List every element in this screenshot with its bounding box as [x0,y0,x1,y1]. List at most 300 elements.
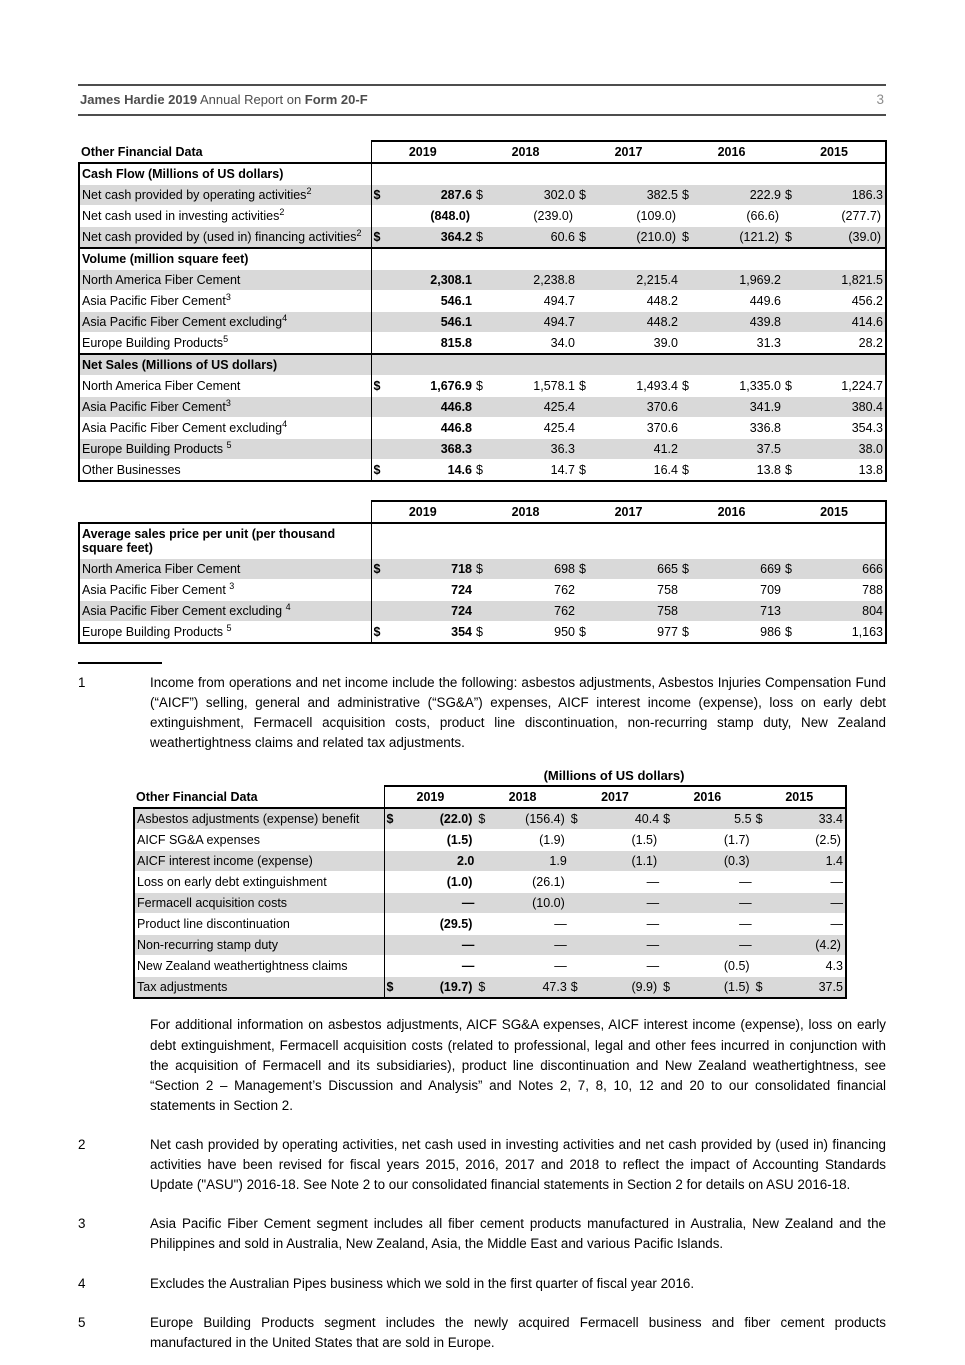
row-label [79,523,371,559]
value-cell: (1.7) [681,830,753,851]
value-cell: 41.2 [599,439,680,460]
currency-symbol-cell: $ [569,808,589,830]
currency-symbol-cell [577,163,599,185]
currency-symbol-cell [569,893,589,914]
currency-symbol-cell: $ [569,977,589,999]
currency-symbol-cell [371,163,393,185]
year-column-header: 2017 [569,786,661,808]
section-header-row [79,354,886,376]
year-column-header: 2016 [680,141,783,163]
value-cell: 758 [599,580,680,601]
footnote-1 [78,673,886,753]
currency-symbol-cell: $ [384,808,404,830]
currency-symbol-cell: $ [476,808,496,830]
value-cell: (1.5) [589,830,661,851]
value-cell: 2.0 [404,851,476,872]
row-label [134,893,384,914]
currency-symbol-cell [384,851,404,872]
value-cell: (848.0) [393,206,474,227]
table-row [134,872,846,893]
table-row [79,418,886,439]
value-cell: 666 [805,559,886,580]
currency-symbol-cell [577,601,599,622]
report-form-name: Form 20-F [304,92,368,107]
value-cell [599,354,680,376]
currency-symbol-cell [474,418,496,439]
year-column-header: 2018 [476,786,568,808]
value-cell: (109.0) [599,206,680,227]
other-financial-data-table [78,140,887,482]
value-cell: (156.4) [496,808,568,830]
table-row [79,227,886,249]
row-label-text: Cash Flow (Millions of US dollars) [82,167,284,181]
value-cell: 709 [702,580,783,601]
value-cell: 788 [805,580,886,601]
row-label [79,333,371,355]
currency-symbol-cell: $ [577,227,599,249]
row-label [79,418,371,439]
value-cell: — [589,872,661,893]
table-row [134,893,846,914]
currency-symbol-cell [783,439,805,460]
currency-symbol-cell [680,270,702,291]
row-label-text: Asbestos adjustments (expense) benefit [137,812,360,827]
currency-symbol-cell [577,354,599,376]
row-label-text: AICF SG&A expenses [137,833,260,848]
row-label-text: North America Fiber Cement [82,273,241,287]
currency-symbol-cell [371,291,393,312]
value-cell: (1.0) [404,872,476,893]
currency-symbol-cell [783,333,805,355]
value-cell: (22.0) [404,808,476,830]
currency-symbol-cell [577,523,599,559]
value-cell [702,163,783,185]
footnote-number: 2 [78,1136,86,1152]
currency-symbol-cell [476,830,496,851]
currency-symbol-cell [569,851,589,872]
value-cell: (239.0) [496,206,577,227]
value-cell: 36.3 [496,439,577,460]
value-cell: 13.8 [805,460,886,482]
value-cell [702,354,783,376]
row-label-text: Non-recurring stamp duty [137,938,279,953]
currency-symbol-cell: $ [371,185,393,206]
year-column-header: 2015 [754,786,846,808]
currency-symbol-cell: $ [474,460,496,482]
table-row [134,914,846,935]
value-cell: 370.6 [599,397,680,418]
row-label [79,580,371,601]
currency-symbol-cell [783,312,805,333]
value-cell: (1.1) [589,851,661,872]
currency-symbol-cell [661,935,681,956]
footnote-ref: 5 [223,333,229,344]
value-cell [805,354,886,376]
row-label-text: New Zealand weathertightness claims [137,959,348,974]
row-label-text: Net cash provided by (used in) financing activities [82,230,357,244]
millions-caption: (Millions of US dollars) [543,768,685,784]
row-label [79,376,371,397]
footnote-ref: 5 [226,622,232,633]
value-cell: 815.8 [393,333,474,355]
value-cell: (277.7) [805,206,886,227]
value-cell: — [774,914,846,935]
table-title: Other Financial Data [134,786,384,808]
value-cell: — [774,893,846,914]
value-cell: (121.2) [702,227,783,249]
currency-symbol-cell [371,418,393,439]
value-cell: 39.0 [599,333,680,355]
value-cell: 287.6 [393,185,474,206]
table-row [79,622,886,644]
currency-symbol-cell [371,580,393,601]
value-cell: (1.5) [681,977,753,999]
value-cell: — [589,893,661,914]
currency-symbol-cell [474,206,496,227]
row-label-text: AICF interest income (expense) [137,854,313,869]
value-cell [805,523,886,559]
value-cell: (4.2) [774,935,846,956]
row-label-text: North America Fiber Cement [82,562,241,576]
row-label-text: Asia Pacific Fiber Cement [82,583,230,597]
report-brand: James Hardie 2019 [80,92,198,107]
value-cell [702,248,783,270]
currency-symbol-cell [783,291,805,312]
currency-symbol-cell [371,397,393,418]
currency-symbol-cell [474,163,496,185]
currency-symbol-cell [371,523,393,559]
value-cell: 2,238.8 [496,270,577,291]
value-cell: 186.3 [805,185,886,206]
row-label [79,248,371,270]
currency-symbol-cell [783,580,805,601]
currency-symbol-cell: $ [680,460,702,482]
currency-symbol-cell [661,914,681,935]
currency-symbol-cell [783,601,805,622]
value-cell: 1.9 [496,851,568,872]
row-label-text: Asia Pacific Fiber Cement excluding [82,315,283,329]
value-cell: (9.9) [589,977,661,999]
currency-symbol-cell [474,291,496,312]
value-cell: 40.4 [589,808,661,830]
value-cell [393,523,474,559]
value-cell: 38.0 [805,439,886,460]
footnote-ref: 2 [356,227,362,238]
currency-symbol-cell [783,248,805,270]
currency-symbol-cell [577,333,599,355]
value-cell: 2,308.1 [393,270,474,291]
currency-symbol-cell: $ [371,376,393,397]
footnote-number: 5 [78,1314,86,1330]
row-label [79,439,371,460]
year-column-header: 2019 [371,141,474,163]
value-cell: — [496,935,568,956]
value-cell: — [589,935,661,956]
table-row [79,291,886,312]
value-cell: — [404,893,476,914]
year-column-header: 2015 [783,501,886,523]
footnote-number: 4 [78,1275,86,1291]
value-cell: 425.4 [496,418,577,439]
row-label [134,851,384,872]
currency-symbol-cell [371,439,393,460]
table-row [79,206,886,227]
table-row [79,376,886,397]
table-row [134,935,846,956]
currency-symbol-cell [577,206,599,227]
currency-symbol-cell [569,914,589,935]
year-header-row [79,501,886,523]
row-label [79,206,371,227]
currency-symbol-cell [474,439,496,460]
currency-symbol-cell [371,333,393,355]
value-cell: 354 [393,622,474,644]
value-cell: 546.1 [393,291,474,312]
year-column-header: 2017 [577,501,680,523]
currency-symbol-cell [680,163,702,185]
currency-symbol-cell [783,163,805,185]
value-cell [496,354,577,376]
value-cell: 336.8 [702,418,783,439]
currency-symbol-cell [783,418,805,439]
table-row [134,956,846,977]
row-label [134,956,384,977]
year-column-header: 2019 [371,501,474,523]
currency-symbol-cell [783,270,805,291]
value-cell: (10.0) [496,893,568,914]
report-subtitle: Annual Report on [197,92,305,107]
table-row [79,185,886,206]
currency-symbol-cell: $ [474,185,496,206]
currency-symbol-cell: $ [680,227,702,249]
row-label [79,622,371,644]
currency-symbol-cell [476,914,496,935]
row-label-text: Average sales price per unit (per thousand square feet) [82,527,336,555]
value-cell: — [589,956,661,977]
value-cell: 1,163 [805,622,886,644]
currency-symbol-cell: $ [754,977,774,999]
value-cell: 718 [393,559,474,580]
value-cell: 448.2 [599,312,680,333]
currency-symbol-cell: $ [476,977,496,999]
row-label [79,460,371,482]
value-cell: 414.6 [805,312,886,333]
currency-symbol-cell [474,601,496,622]
table-row [79,460,886,482]
value-cell: 546.1 [393,312,474,333]
year-column-header: 2016 [680,501,783,523]
currency-symbol-cell [476,935,496,956]
currency-symbol-cell [371,312,393,333]
value-cell: 950 [496,622,577,644]
row-label-text: Net cash used in investing activities [82,209,280,223]
footnote-ref: 4 [282,312,288,323]
currency-symbol-cell [577,312,599,333]
footnote-ref: 3 [225,291,231,302]
table-title [79,501,371,523]
currency-symbol-cell [384,956,404,977]
row-label [79,270,371,291]
currency-symbol-cell [680,291,702,312]
footnote-text: Europe Building Products segment includes the newly acquired Fermacell business and fiber cement products manufactured in the United States that are sold in Europe. [150,1314,886,1350]
value-cell: (39.0) [805,227,886,249]
footnote-text: Asia Pacific Fiber Cement segment includes all fiber cement products manufactured in Australia, New Zealand and the Philippines and sold in Australia, New Zealand, Asia, the Middle East and various Pacific Islands. [150,1216,886,1252]
currency-symbol-cell [474,270,496,291]
currency-symbol-cell: $ [783,460,805,482]
section-header-row [79,523,886,559]
row-label [134,977,384,999]
currency-symbol-cell: $ [661,977,681,999]
value-cell: 37.5 [774,977,846,999]
value-cell: 33.4 [774,808,846,830]
value-cell [805,248,886,270]
row-label-text: Product line discontinuation [137,917,290,932]
value-cell: 380.4 [805,397,886,418]
year-column-header: 2017 [577,141,680,163]
value-cell [805,163,886,185]
value-cell: 28.2 [805,333,886,355]
currency-symbol-cell [577,580,599,601]
value-cell: 302.0 [496,185,577,206]
value-cell: — [496,956,568,977]
value-cell: 449.6 [702,291,783,312]
table-row [79,397,886,418]
currency-symbol-cell [569,830,589,851]
row-label-text: Europe Building Products [82,442,227,456]
row-label-text: Fermacell acquisition costs [137,896,288,911]
footnote-ref: 4 [285,601,291,612]
currency-symbol-cell [476,893,496,914]
value-cell: (0.3) [681,851,753,872]
currency-symbol-cell: $ [474,376,496,397]
value-cell: 14.7 [496,460,577,482]
footnote-4 [78,1274,886,1294]
row-label [79,312,371,333]
table-row [79,580,886,601]
value-cell: 446.8 [393,418,474,439]
document-title [80,92,368,107]
row-label-text: Europe Building Products [82,336,224,350]
currency-symbol-cell: $ [577,185,599,206]
currency-symbol-cell [680,601,702,622]
footnote-ref: 2 [306,185,312,196]
currency-symbol-cell [783,354,805,376]
value-cell: — [589,914,661,935]
row-label-text: Asia Pacific Fiber Cement excluding [82,604,286,618]
value-cell: 2,215.4 [599,270,680,291]
value-cell: 977 [599,622,680,644]
currency-symbol-cell: $ [783,622,805,644]
row-label [134,830,384,851]
table-row [79,601,886,622]
currency-symbol-cell [680,439,702,460]
value-cell: — [681,893,753,914]
currency-symbol-cell [783,397,805,418]
value-cell: 1,578.1 [496,376,577,397]
value-cell: — [681,872,753,893]
currency-symbol-cell [680,312,702,333]
value-cell [496,248,577,270]
value-cell: (26.1) [496,872,568,893]
value-cell: 382.5 [599,185,680,206]
currency-symbol-cell [661,893,681,914]
currency-symbol-cell [384,935,404,956]
currency-symbol-cell [754,935,774,956]
currency-symbol-cell [754,956,774,977]
row-label [79,163,371,185]
document-page [78,0,886,1353]
value-cell: 448.2 [599,291,680,312]
table-row [79,439,886,460]
currency-symbol-cell [474,333,496,355]
currency-symbol-cell [783,523,805,559]
value-cell: 762 [496,601,577,622]
currency-symbol-cell: $ [577,622,599,644]
table-row [79,333,886,355]
value-cell [496,163,577,185]
row-label-text: Asia Pacific Fiber Cement [82,294,226,308]
value-cell: 456.2 [805,291,886,312]
currency-symbol-cell: $ [783,559,805,580]
value-cell: 368.3 [393,439,474,460]
currency-symbol-cell: $ [577,559,599,580]
value-cell: 425.4 [496,397,577,418]
value-cell: — [681,914,753,935]
row-label [79,559,371,580]
value-cell: 14.6 [393,460,474,482]
currency-symbol-cell [371,354,393,376]
currency-symbol-cell [680,354,702,376]
currency-symbol-cell [680,397,702,418]
currency-symbol-cell [474,523,496,559]
value-cell: 1,676.9 [393,376,474,397]
value-cell [393,354,474,376]
value-cell: (29.5) [404,914,476,935]
average-sales-price-table [78,500,887,644]
currency-symbol-cell [661,956,681,977]
year-header-row [79,141,886,163]
currency-symbol-cell [474,580,496,601]
value-cell: — [404,935,476,956]
currency-symbol-cell: $ [754,808,774,830]
section-header-row [79,163,886,185]
currency-symbol-cell [754,830,774,851]
row-label [79,354,371,376]
row-label-text: Volume (million square feet) [82,252,249,266]
currency-symbol-cell [384,914,404,935]
value-cell: 762 [496,580,577,601]
currency-symbol-cell: $ [371,559,393,580]
row-label-text: Europe Building Products [82,625,227,639]
row-label-text: Asia Pacific Fiber Cement excluding [82,421,283,435]
currency-symbol-cell [783,206,805,227]
table-row [79,312,886,333]
value-cell: 1.4 [774,851,846,872]
value-cell: 758 [599,601,680,622]
currency-symbol-cell [476,872,496,893]
row-label [79,601,371,622]
currency-symbol-cell: $ [680,559,702,580]
currency-symbol-cell [371,601,393,622]
currency-symbol-cell: $ [680,376,702,397]
year-column-header: 2018 [474,501,577,523]
currency-symbol-cell: $ [371,622,393,644]
currency-symbol-cell [577,248,599,270]
currency-symbol-cell [474,248,496,270]
currency-symbol-cell [680,418,702,439]
value-cell: 364.2 [393,227,474,249]
value-cell [496,523,577,559]
